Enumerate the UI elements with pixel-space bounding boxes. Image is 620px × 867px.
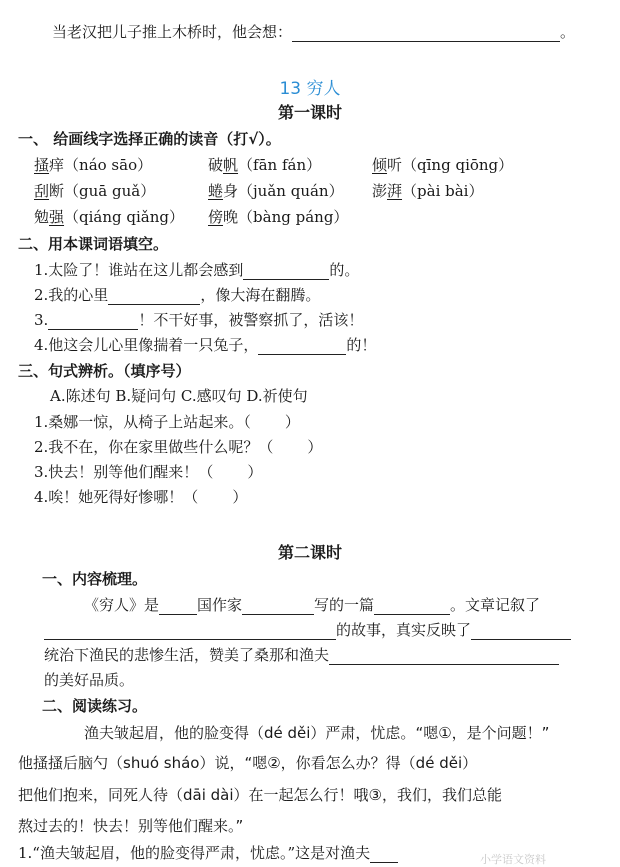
answer-blank[interactable] (471, 623, 571, 640)
answer-blank[interactable] (159, 598, 197, 615)
pinyin-item: 澎湃（pài bài） (372, 182, 484, 200)
lesson2-section2-heading: 二、阅读练习。 (42, 697, 148, 715)
fill-line-3: 3. ！不干好事，被警察抓了，活该！ (34, 311, 364, 329)
lesson-title: 13 穷人 (279, 79, 341, 99)
pinyin-item: 刮断（guā guǎ） (34, 182, 156, 200)
fill-line-2: 2.我的心里 ，像大海在翻腾。 (34, 286, 321, 304)
watermark: 小学语文资料 (480, 853, 546, 866)
top-question-text: 当老汉把儿子推上木桥时，他会想： (52, 23, 293, 41)
sentence-question: 4.唉！她死得好惨哪！（ ） (34, 488, 248, 506)
summary-line-3: 统治下渔民的悲惨生活，赞美了桑那和渔夫 (44, 645, 559, 665)
options-line: A.陈述句 B.疑问句 C.感叹句 D.祈使句 (50, 387, 308, 405)
reading-passage-line: 把他们抱来，同死人待（dāi dài）在一起怎么行！哦③，我们，我们总能 (18, 786, 502, 804)
section1-heading: 一、 给画线字选择正确的读音（打√）。 (18, 130, 281, 148)
answer-blank[interactable] (370, 846, 398, 863)
answer-blank[interactable] (292, 25, 560, 42)
pinyin-item: 勉强（qiáng qiǎng） (34, 208, 185, 226)
answer-blank[interactable] (48, 313, 138, 330)
summary-line-2: 的故事，真实反映了 (44, 620, 571, 640)
summary-line-4: 的美好品质。 (44, 671, 135, 689)
answer-blank[interactable] (242, 598, 314, 615)
answer-blank[interactable] (374, 598, 450, 615)
lesson2-title: 第二课时 (277, 543, 342, 562)
answer-blank[interactable] (329, 648, 559, 665)
lesson2-section1-heading: 一、内容梳理。 (42, 570, 148, 588)
answer-blank[interactable] (243, 263, 329, 280)
top-question-end: 。 (560, 23, 576, 41)
reading-passage-line: 熬过去的！快去！别等他们醒来。” (18, 817, 244, 835)
section3-heading: 三、句式辨析。（填序号） (18, 362, 191, 380)
summary-line-1: 《穷人》是 国作家 写的一篇 。文章记叙了 (84, 596, 541, 614)
pinyin-item: 傍晚（bàng páng） (208, 208, 349, 226)
pinyin-item: 倾听（qīng qiōng） (372, 156, 514, 174)
fill-line-4: 4.他这会儿心里像揣着一只兔子， 的！ (34, 336, 377, 354)
section2-heading: 二、用本课词语填空。 (18, 235, 169, 253)
sentence-question: 3.快去！别等他们醒来！（ ） (34, 463, 263, 481)
pinyin-item: 搔痒（náo sāo） (34, 156, 153, 174)
lesson1-title: 第一课时 (277, 103, 342, 122)
pinyin-item: 蜷身（juǎn quán） (208, 182, 344, 200)
sentence-question: 1.桑娜一惊，从椅子上站起来。（ ） (34, 413, 300, 431)
answer-blank[interactable] (108, 288, 200, 305)
reading-passage-line: 他搔搔后脑勺（shuó sháo）说，“嗯②，你看怎么办？得（dé děi） (18, 754, 478, 772)
sentence-question: 2.我不在，你在家里做些什么呢？（ ） (34, 438, 323, 456)
top-question-line (52, 22, 575, 42)
fill-line-1: 1.太险了！谁站在这儿都会感到 的。 (34, 261, 360, 279)
answer-blank[interactable] (44, 623, 336, 640)
pinyin-item: 破帆（fān fán） (208, 156, 322, 174)
answer-blank[interactable] (258, 338, 346, 355)
reading-question-1: 1.“渔夫皱起眉，他的脸变得严肃，忧虑。”这是对渔夫 (18, 843, 398, 863)
reading-passage-line: 渔夫皱起眉，他的脸变得（dé děi）严肃，忧虑。“嗯①，是个问题！” (84, 724, 550, 742)
